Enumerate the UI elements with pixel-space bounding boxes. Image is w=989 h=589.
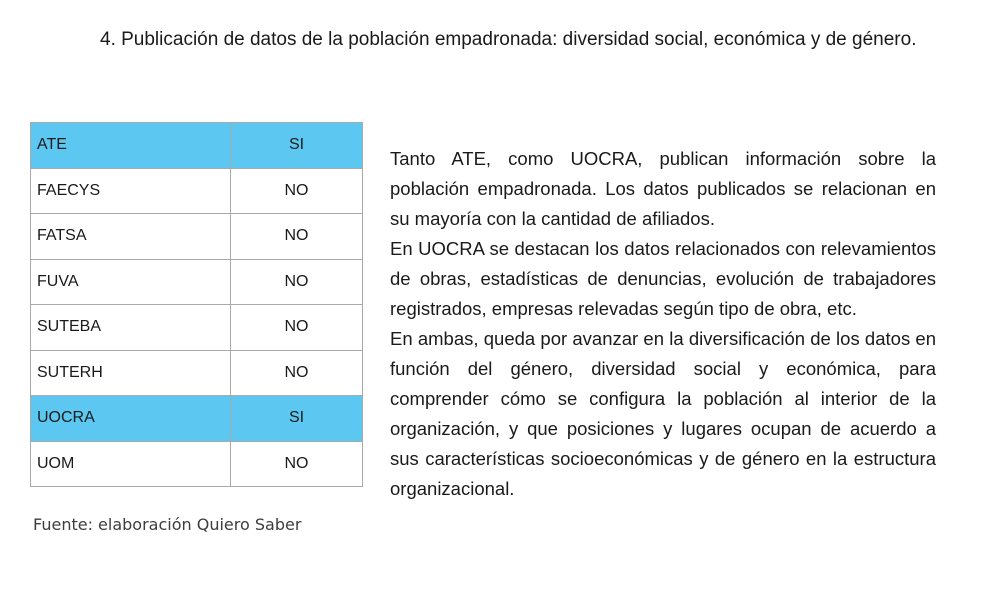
body-paragraph: En ambas, queda por avanzar en la diversificación de los datos en función del género, diversidad social y económica, para comprender cómo se configura la población al interior de la organización, y que posiciones y lugares ocupan de acuerdo a sus características socioeconómicas y de género en la estructura organizacional.: [390, 328, 936, 499]
table-source-caption: Fuente: elaboración Quiero Saber: [33, 515, 302, 534]
union-data-table-body: [31, 123, 363, 487]
publication-status-cell: SI: [231, 396, 363, 442]
body-paragraph: En UOCRA se destacan los datos relacionados con relevamientos de obras, estadísticas de denuncias, evolución de trabajadores registrados, empresas relevadas según tipo de obra, etc.: [390, 238, 936, 319]
table-row: [31, 396, 363, 442]
union-name-cell: UOM: [31, 441, 231, 487]
table-row: [31, 441, 363, 487]
body-paragraph: Tanto ATE, como UOCRA, publican información sobre la población empadronada. Los datos publicados se relacionan en su mayoría con la cantidad de afiliados.: [390, 148, 936, 229]
section-heading: 4. Publicación de datos de la población empadronada: diversidad social, económica y de género.: [100, 29, 917, 50]
table-row: [31, 350, 363, 396]
union-name-cell: FUVA: [31, 259, 231, 305]
body-text: [390, 144, 936, 504]
table-row: [31, 305, 363, 351]
publication-status-cell: NO: [231, 259, 363, 305]
table-row: [31, 259, 363, 305]
union-name-cell: SUTERH: [31, 350, 231, 396]
publication-status-cell: NO: [231, 350, 363, 396]
union-name-cell: FATSA: [31, 214, 231, 260]
publication-status-cell: NO: [231, 168, 363, 214]
union-name-cell: SUTEBA: [31, 305, 231, 351]
union-data-table-container: [30, 122, 362, 487]
publication-status-cell: SI: [231, 123, 363, 169]
table-row: [31, 168, 363, 214]
union-name-cell: FAECYS: [31, 168, 231, 214]
table-row: [31, 123, 363, 169]
publication-status-cell: NO: [231, 214, 363, 260]
publication-status-cell: NO: [231, 441, 363, 487]
union-name-cell: ATE: [31, 123, 231, 169]
publication-status-cell: NO: [231, 305, 363, 351]
union-data-table: [30, 122, 363, 487]
union-name-cell: UOCRA: [31, 396, 231, 442]
table-row: [31, 214, 363, 260]
